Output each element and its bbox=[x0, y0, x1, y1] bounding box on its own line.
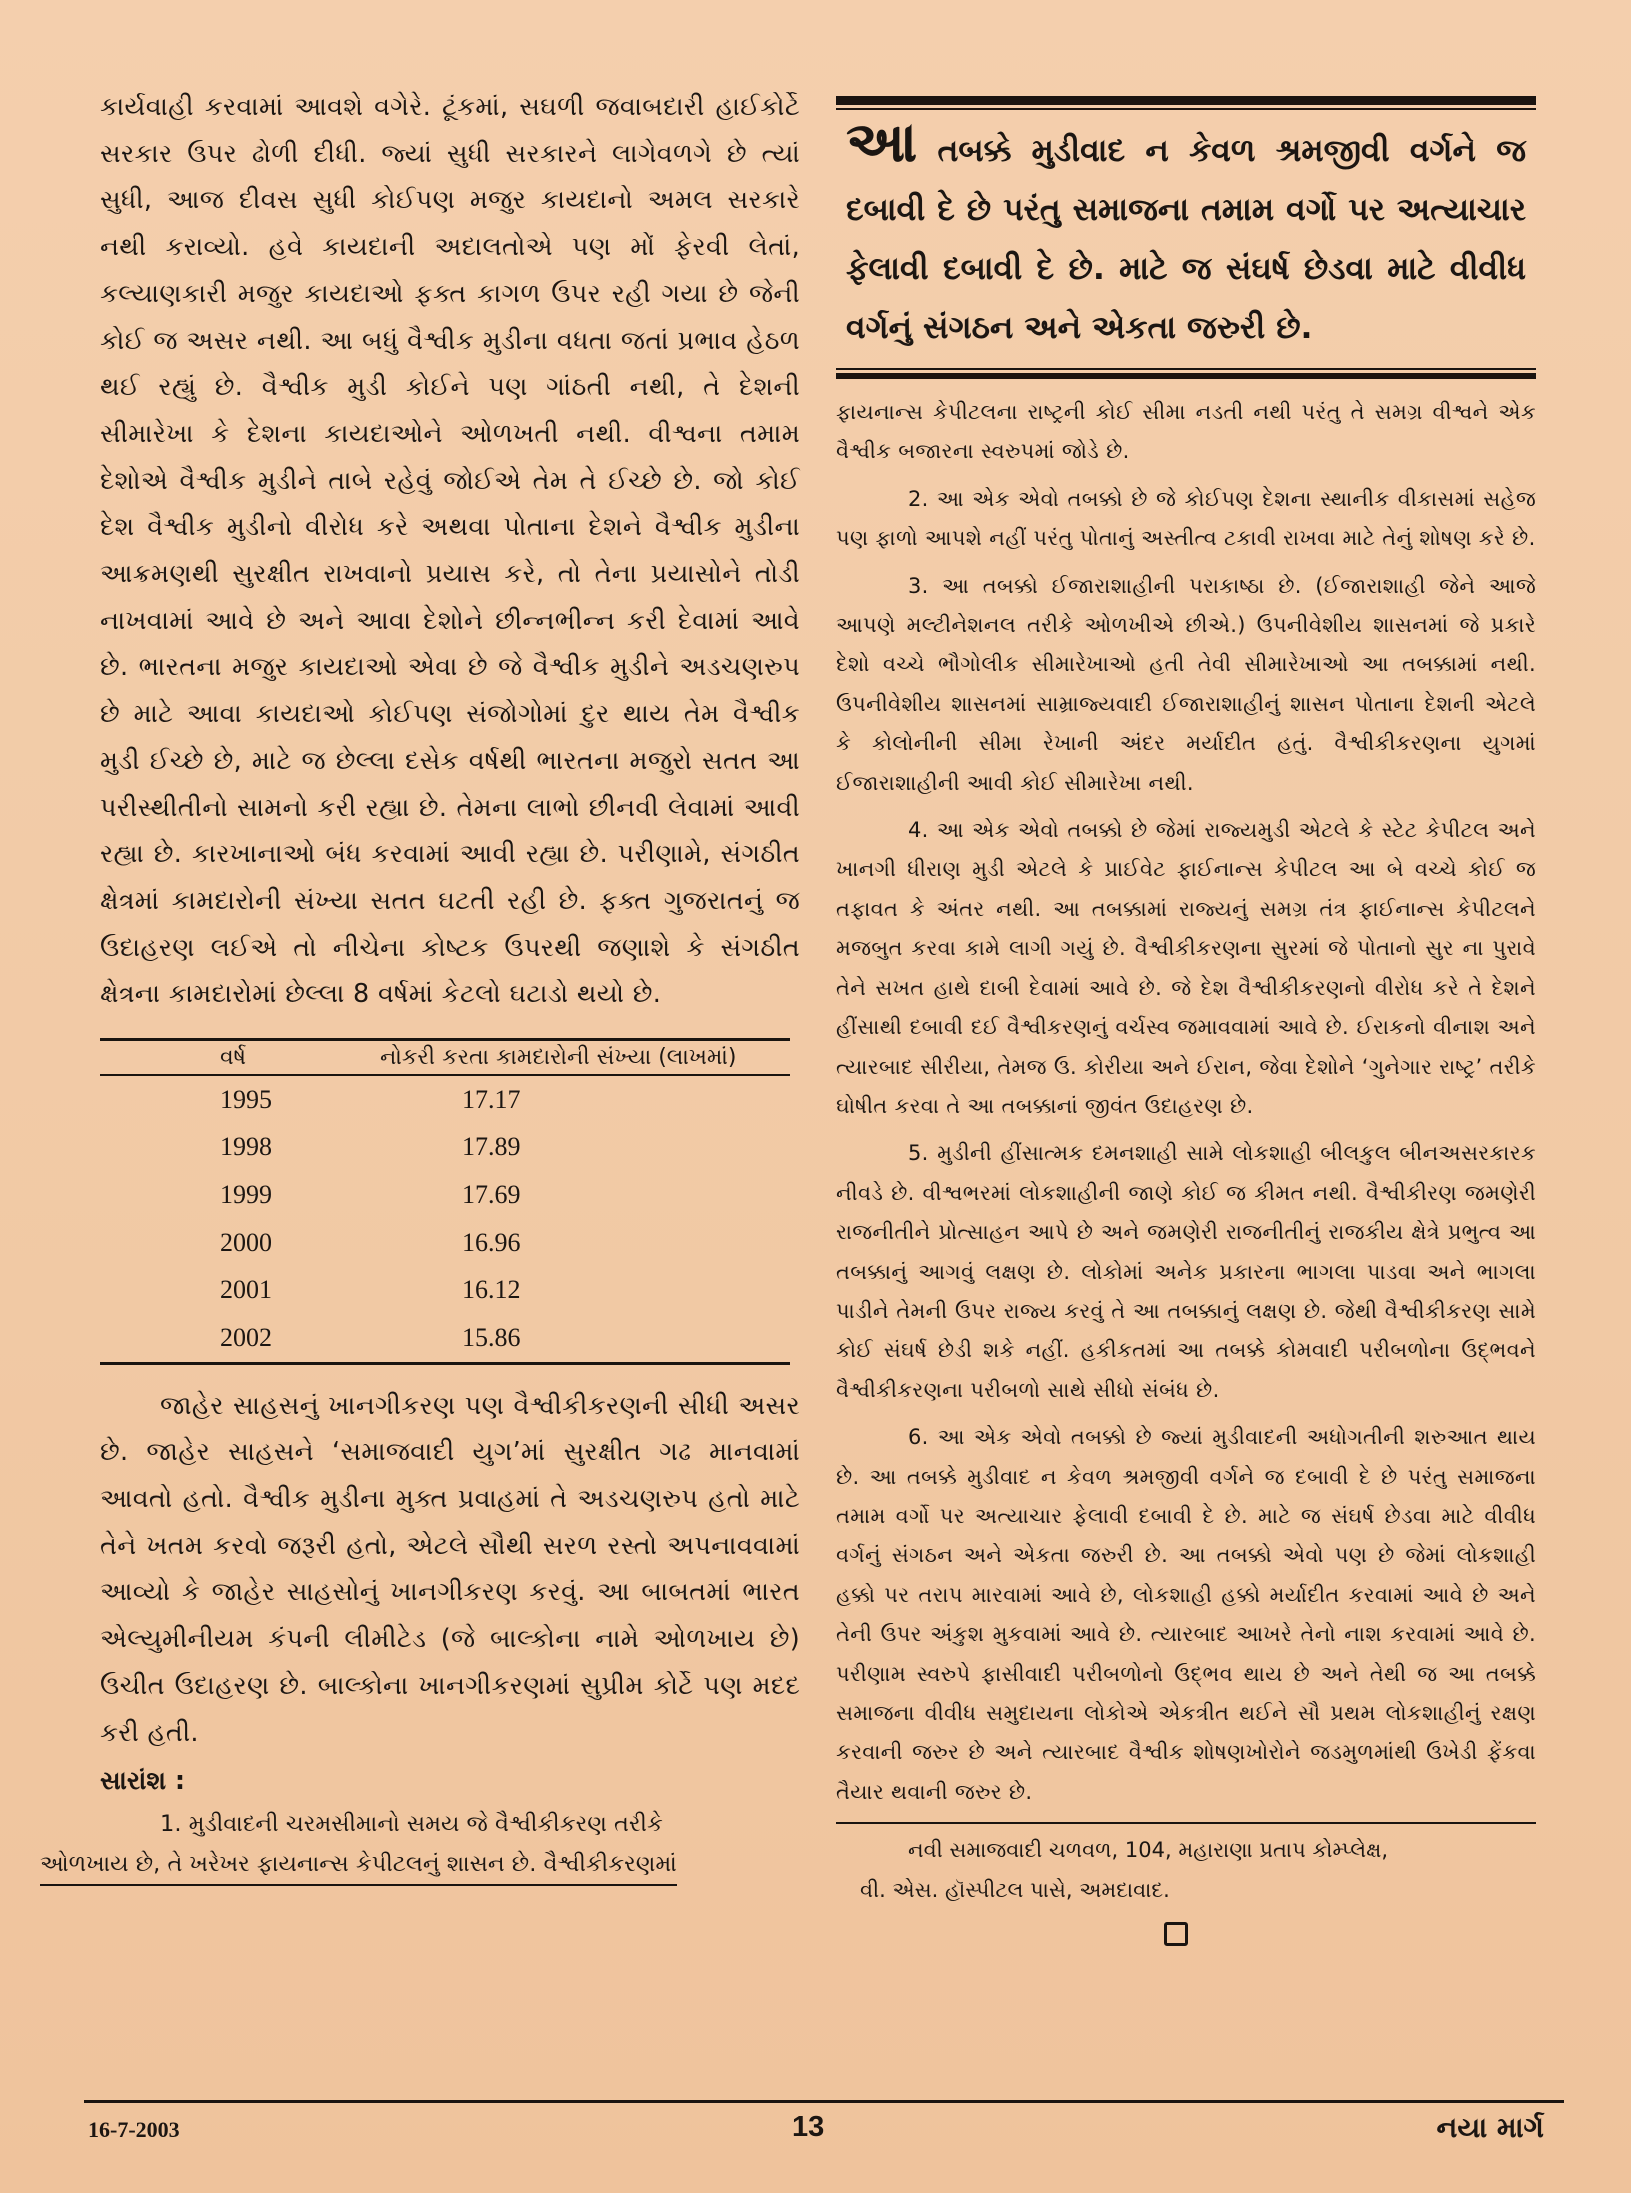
point-3: 3. આ તબક્કો ઈજારાશાહીની પરાકાષ્ઠા છે. (ઈજારાશાહી જેને આજે આપણે મલ્ટીનેશનલ તરીકે ઓળખીએ છીએ.) ઉપનીવેશીય શાસનમાં જે પ્રકારે દેશો વચ્ચે ભૌગોલીક સીમારેખાઓ હતી તેવી સીમારેખાઓ આ તબક્કામાં નથી. ઉપનીવેશીય શાસનમાં સામ્રાજ્યવાદી ઈજારાશાહીનું શાસન પોતાના દેશની એટલે કે કોલોનીની સીમા રેખાની અંદર મર્યાદીત હતું. વૈશ્વીકીકરણના યુગમાં ઈજારાશાહીની આવી કોઈ સીમારેખા નથી. bbox=[836, 573, 1536, 795]
left-column bbox=[40, 84, 800, 1886]
page-footer bbox=[84, 2100, 1564, 2183]
pull-quote-bottom-rule bbox=[836, 373, 1536, 379]
workers-table bbox=[100, 1038, 790, 1365]
pull-quote-text: તબક્કે મુડીવાદ ન કેવળ શ્રમજીવી વર્ગને જ દબાવી દે છે પરંતુ સમાજના તમામ વર્ગો પર અત્યાચાર ફેલાવી દબાવી દે છે. માટે જ સંઘર્ષ છેડવા માટે વીવીધ વર્ગનું સંગઠન અને એકતા જરુરી છે. bbox=[846, 133, 1526, 346]
pull-quote-dropcap: આ bbox=[846, 110, 918, 175]
table-cell-year: 1998 bbox=[220, 1132, 272, 1162]
table-row bbox=[100, 1219, 790, 1267]
summary-heading: સારાંશ : bbox=[100, 1766, 186, 1797]
table-cell-year: 2000 bbox=[220, 1227, 272, 1257]
pull-quote-top-rule bbox=[836, 96, 1536, 105]
table-row bbox=[100, 1266, 790, 1314]
table-header-row bbox=[100, 1040, 790, 1076]
table-row bbox=[100, 1314, 790, 1363]
point-2: 2. આ એક એવો તબક્કો છે જે કોઈપણ દેશના સ્થાનીક વીકાસમાં સહેજ પણ ફાળો આપશે નહીં પરંતુ પોતાનું અસ્તીત્વ ટકાવી રાખવા માટે તેનું શોષણ કરે છે. bbox=[836, 486, 1536, 551]
summary-item-1 bbox=[40, 1804, 800, 1886]
table-cell-year: 1999 bbox=[220, 1180, 272, 1210]
table-cell-value: 15.86 bbox=[380, 1314, 790, 1363]
author-address-line-1: નવી સમાજવાદી ચળવળ, 104, મહારાણા પ્રતાપ કોમ્પ્લેક્ષ, bbox=[908, 1838, 1389, 1863]
point-5: 5. મુડીની હીંસાત્મક દમનશાહી સામે લોકશાહી બીલકુલ બીનઅસરકારક નીવડે છે. વીશ્વભરમાં લોકશાહીની જાણે કોઈ જ કીમત નથી. વૈશ્વીકીરણ જમણેરી રાજનીતીને પ્રોત્સાહન આપે છે અને જમણેરી રાજનીતીનું રાજકીય ક્ષેત્રે પ્રભુત્વ આ તબક્કાનું આગવું લક્ષણ છે. લોકોમાં અનેક પ્રકારના ભાગલા પાડવા અને ભાગલા પાડીને તેમની ઉપર રાજ્ય કરવું તે આ તબક્કાનું લક્ષણ છે. જેથી વૈશ્વીકીકરણ સામે કોઈ સંઘર્ષ છેડી શકે નહીં. હકીકતમાં આ તબક્કે કોમવાદી પરીબળોના ઉદ્ભવને વૈશ્વીકીકરણના પરીબળો સાથે સીધો સંબંધ છે. bbox=[836, 1141, 1536, 1402]
table-cell-year: 2002 bbox=[100, 1314, 380, 1363]
table-row bbox=[100, 1075, 790, 1124]
right-column bbox=[836, 96, 1536, 1946]
table-cell-year: 2001 bbox=[220, 1275, 272, 1305]
table-cell-value: 17.69 bbox=[462, 1180, 521, 1210]
left-paragraph-2: જાહેર સાહસનું ખાનગીકરણ પણ વૈશ્વીકીકરણની સીધી અસર છે. જાહેર સાહસને ‘સમાજવાદી યુગ’માં સુરક્ષીત ગઢ માનવામાં આવતો હતો. વૈશ્વીક મુડીના મુક્ત પ્રવાહમાં તે અડચણરુપ હતો માટે તેને ખતમ કરવો જરૂરી હતો, એટલે સૌથી સરળ રસ્તો અપનાવવામાં આવ્યો કે જાહેર સાહસોનું ખાનગીકરણ કરવું. આ બાબતમાં ભારત એલ્યુમીનીયમ કંપની લીમીટેડ (જે બાલ્કોના નામે ઓળખાય છે) ઉચીત ઉદાહરણ છે. બાલ્કોના ખાનગીકરણમાં સુપ્રીમ કોર્ટે પણ મદદ કરી હતી. bbox=[100, 1390, 800, 1748]
table-header-value: નોકરી કરતા કામદારોની સંખ્યા (લાખમાં) bbox=[380, 1040, 790, 1076]
address-rule bbox=[836, 1822, 1536, 1824]
page-number: 13 bbox=[792, 2111, 825, 2143]
table-cell-value: 17.89 bbox=[462, 1132, 521, 1162]
table-header-year: વર્ષ bbox=[100, 1040, 380, 1076]
table-cell-year: 1995 bbox=[220, 1084, 272, 1114]
table-cell-value: 16.96 bbox=[462, 1227, 521, 1257]
summary-item-1-line-b: ઓળખાય છે, તે ખરેખર ફાયનાન્સ કેપીટલનું શાસન છે. વૈશ્વીકીકરણમાં bbox=[40, 1844, 677, 1886]
pull-quote-top-rule-thin bbox=[836, 108, 1536, 110]
table-cell-value: 17.17 bbox=[462, 1084, 521, 1114]
author-address-line-2: વી. એસ. હૉસ્પીટલ પાસે, અમદાવાદ. bbox=[860, 1878, 1170, 1903]
table-row bbox=[100, 1124, 790, 1172]
table-cell-value: 16.12 bbox=[462, 1275, 521, 1305]
pull-quote bbox=[836, 110, 1536, 358]
point-4: 4. આ એક એવો તબક્કો છે જેમાં રાજ્યમુડી એટલે કે સ્ટેટ કેપીટલ અને ખાનગી ધીરાણ મુડી એટલે કે પ્રાઈવેટ ફાઈનાન્સ કેપીટલ આ બે વચ્ચે કોઈ જ તફાવત કે અંતર નથી. આ તબક્કામાં રાજ્યનું સમગ્ર તંત્ર ફાઈનાન્સ કેપીટલને મજબુત કરવા કામે લાગી ગયું છે. વૈશ્વીકીકરણના સુરમાં જે પોતાનો સુર ના પુરાવે તેને સખત હાથે દાબી દેવામાં આવે છે. જે દેશ વૈશ્વીકીકરણનો વીરોધ કરે તે દેશને હીંસાથી દબાવી દઈ વૈશ્વીકરણનું વર્ચસ્વ જમાવવામાં આવે છે. ઈરાકનો વીનાશ અને ત્યારબાદ સીરીયા, તેમજ ઉ. કોરીયા અને ઈરાન, જેવા દેશોને ‘ગુનેગાર રાષ્ટ્ર’ તરીકે ઘોષીત કરવા તે આ તબક્કાનાં જીવંત ઉદાહરણ છે. bbox=[836, 818, 1536, 1118]
end-mark-icon bbox=[1164, 1922, 1188, 1946]
point-6: 6. આ એક એવો તબક્કો છે જ્યાં મુડીવાદની અધોગતીની શરુઆત થાય છે. આ તબક્કે મુડીવાદ ન કેવળ શ્રમજીવી વર્ગને જ દબાવી દે છે પરંતુ સમાજના તમામ વર્ગો પર અત્યાચાર ફેલાવી દબાવી દે છે. માટે જ સંઘર્ષ છેડવા માટે વીવીધ વર્ગનું સંગઠન અને એકતા જરુરી છે. આ તબક્કો એવો પણ છે જેમાં લોકશાહી હક્કો પર તરાપ મારવામાં આવે છે, લોકશાહી હક્કો મર્યાદીત કરવામાં આવે છે અને તેની ઉપર અંકુશ મુકવામાં આવે છે. ત્યારબાદ આખરે તેનો નાશ કરવામાં આવે છે. પરીણામ સ્વરુપે ફાસીવાદી પરીબળોનો ઉદ્ભવ થાય છે અને તેથી જ આ તબક્કે સમાજના વીવીધ સમુદાયના લોકોએ એકત્રીત થઈને સૌ પ્રથમ લોકશાહીનું રક્ષણ કરવાની જરુર છે અને ત્યારબાદ વૈશ્વીક શોષણખોરોને જડમુળમાંથી ઉખેડી ફેંકવા તૈયાર થવાની જરુર છે. bbox=[836, 1425, 1536, 1804]
right-paragraph-1: ફાયનાન્સ કેપીટલના રાષ્ટ્રની કોઈ સીમા નડતી નથી પરંતુ તે સમગ્ર વીશ્વને એક વૈશ્વીક બજારના સ્વરુપમાં જોડે છે. bbox=[836, 400, 1536, 464]
left-paragraph-1: કાર્યવાહી કરવામાં આવશે વગેરે. ટૂંકમાં, સઘળી જવાબદારી હાઈકોર્ટે સરકાર ઉપર ઢોળી દીધી. જ્યાં સુધી સરકારને લાગેવળગે છે ત્યાં સુધી, આજ દીવસ સુધી કોઈપણ મજુર કાયદાનો અમલ સરકારે નથી કરાવ્યો. હવે કાયદાની અદાલતોએ પણ મોં ફેરવી લેતાં, કલ્યાણકારી મજુર કાયદાઓ ફક્ત કાગળ ઉપર રહી ગયા છે જેની કોઈ જ અસર નથી. આ બધું વૈશ્વીક મુડીના વધતા જતાં પ્રભાવ હેઠળ થઈ રહ્યું છે. વૈશ્વીક મુડી કોઈને પણ ગાંઠતી નથી, તે દેશની સીમારેખા કે દેશના કાયદાઓને ઓળખતી નથી. વીશ્વના તમામ દેશોએ વૈશ્વીક મુડીને તાબે રહેવું જોઈએ તેમ તે ઈચ્છે છે. જો કોઈ દેશ વૈશ્વીક મુડીનો વીરોધ કરે અથવા પોતાના દેશને વૈશ્વીક મુડીના આક્રમણથી સુરક્ષીત રાખવાનો પ્રયાસ કરે, તો તેના પ્રયાસોને તોડી નાખવામાં આવે છે અને આવા દેશોને છીન્નભીન્ન કરી દેવામાં આવે છે. ભારતના મજુર કાયદાઓ એવા છે જે વૈશ્વીક મુડીને અડચણરુપ છે માટે આવા કાયદાઓ કોઈપણ સંજોગોમાં દુર થાય તેમ વૈશ્વીક મુડી ઈચ્છે છે, માટે જ છેલ્લા દસેક વર્ષથી ભારતના મજુરો સતત આ પરીસ્થીતીનો સામનો કરી રહ્યા છે. તેમના લાભો છીનવી લેવામાં આવી રહ્યા છે. કારખાનાઓ બંધ કરવામાં આવી રહ્યા છે. પરીણામે, સંગઠીત ક્ષેત્રમાં કામદારોની સંખ્યા સતત ઘટતી રહી છે. ફક્ત ગુજરાતનું જ ઉદાહરણ લઈએ તો નીચેના કોષ્ટક ઉપરથી જણાશે કે સંગઠીત ક્ષેત્રના કામદારોમાં છેલ્લા 8 વર્ષમાં કેટલો ઘટાડો થયો છે. bbox=[100, 92, 800, 1010]
table-row bbox=[100, 1171, 790, 1219]
magazine-name: નયા માર્ગ bbox=[1436, 2111, 1544, 2144]
issue-date: 16-7-2003 bbox=[88, 2117, 180, 2142]
summary-item-1-line-a: 1. મુડીવાદની ચરમસીમાનો સમય જે વૈશ્વીકીકરણ તરીકે bbox=[160, 1811, 663, 1838]
